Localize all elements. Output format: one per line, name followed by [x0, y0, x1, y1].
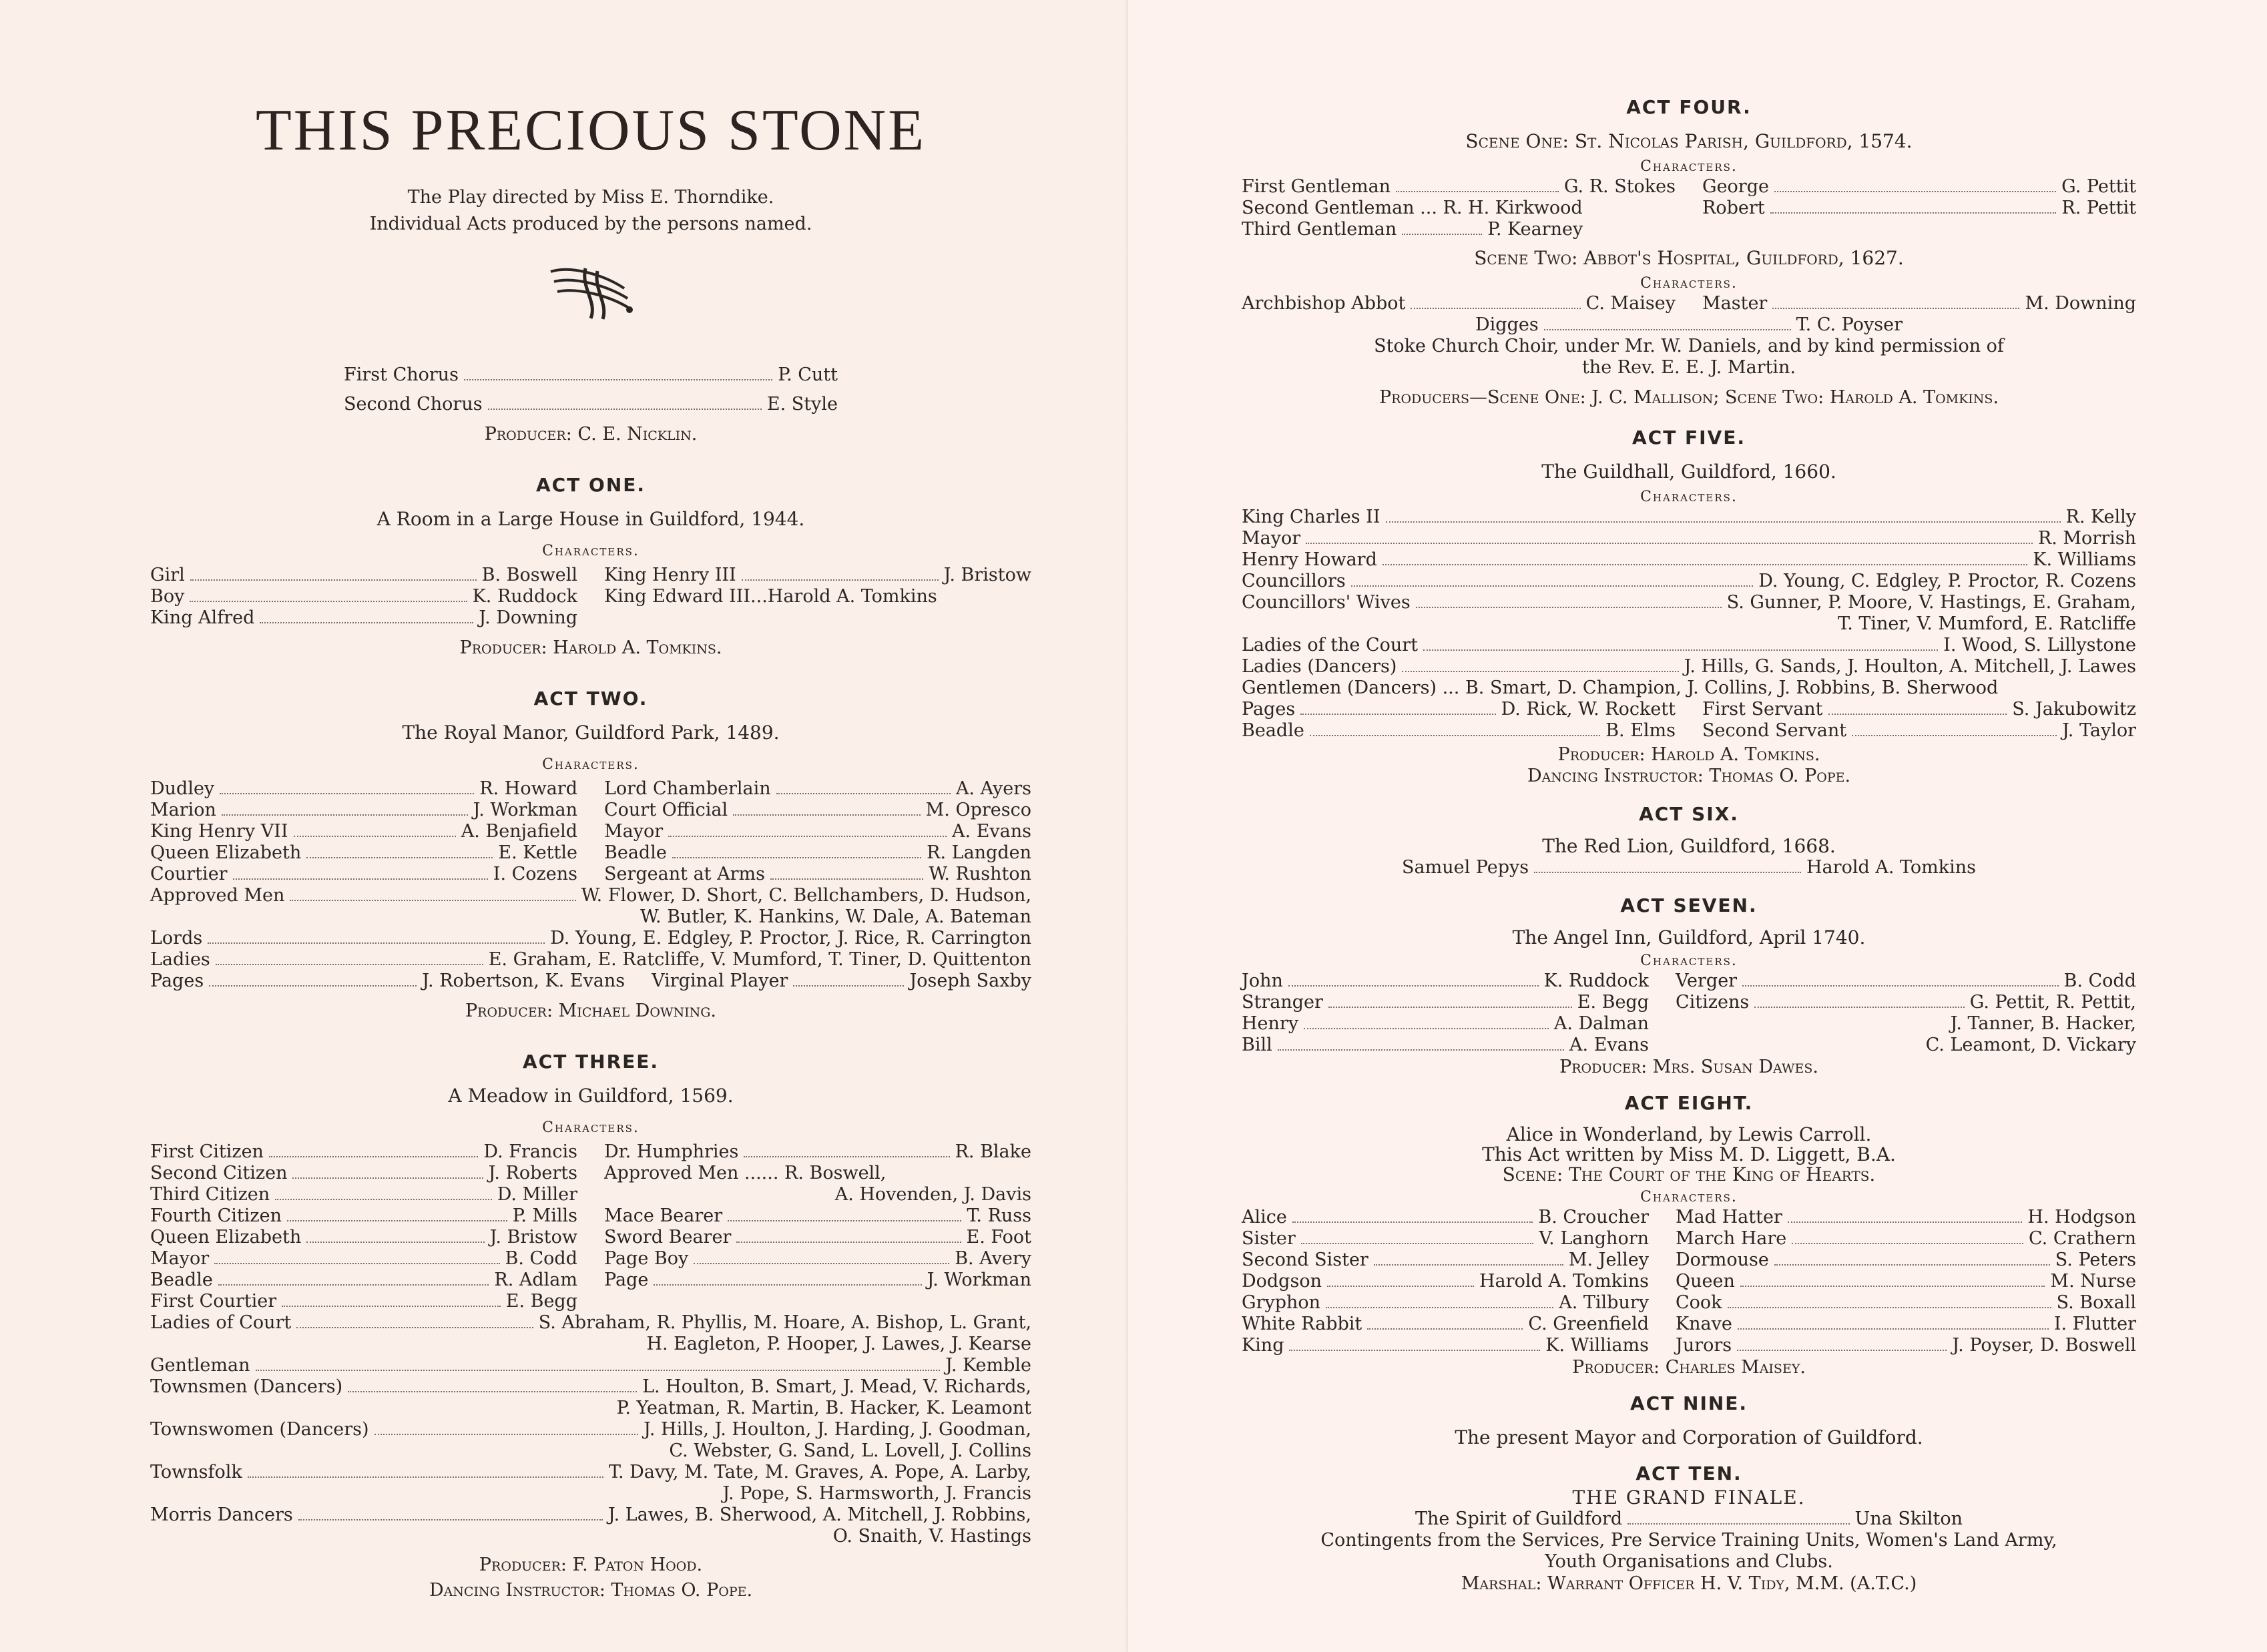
act-four-choir-line-1: Stoke Church Choir, under Mr. W. Daniels, and by kind permission of	[1374, 336, 2004, 356]
list-item: Approved Men W. Flower, D. Short, C. Bellchambers, D. Hudson,	[150, 885, 1031, 906]
list-item: Pages J. Robertson, K. Evans	[150, 971, 625, 991]
page-title: THIS PRECIOUS STONE	[256, 98, 926, 163]
list-item: Mayor A. Evans	[604, 821, 1031, 842]
list-item: Verger B. Codd	[1676, 971, 2136, 991]
act-three-cast	[150, 1141, 1031, 1312]
list-item: Sister V. Langhorn	[1242, 1228, 1649, 1249]
list-item: Approved Men ...... R. Boswell,	[604, 1163, 887, 1183]
act-two-pages-row	[150, 971, 1031, 992]
act-three-producer: Producer: F. Paton Hood.	[479, 1555, 703, 1575]
list-item: Citizens G. Pettit, R. Pettit,	[1676, 992, 2136, 1013]
list-item: Virginal Player Joseph Saxby	[652, 971, 1031, 991]
list-item: Townsfolk T. Davy, M. Tate, M. Graves, A. Pope, A. Larby,	[150, 1462, 1031, 1482]
act-eight-cast	[1242, 1207, 2136, 1356]
list-item: Queen Elizabeth J. Bristow	[150, 1227, 577, 1248]
list-item-continuation: P. Yeatman, R. Martin, B. Hacker, K. Leamont	[616, 1398, 1031, 1418]
act-one-heading: ACT ONE.	[535, 474, 646, 496]
list-item: Sword Bearer E. Foot	[604, 1227, 1031, 1248]
right-column	[1242, 87, 2136, 1595]
list-item: Mayor B. Codd	[150, 1248, 577, 1269]
list-item: Knave I. Flutter	[1676, 1314, 2136, 1334]
list-item: John K. Ruddock	[1242, 971, 1649, 991]
act-ten-subtitle: THE GRAND FINALE.	[1572, 1486, 1806, 1508]
act-ten-marshal: Marshal: Warrant Officer H. V. Tidy, M.M. (A.T.C.)	[1461, 1573, 1917, 1594]
list-item: Bill A. Evans	[1242, 1035, 1649, 1055]
act-five-heading: ACT FIVE.	[1631, 427, 1746, 449]
list-item: Boy K. Ruddock	[150, 586, 577, 607]
act-nine-setting: The present Mayor and Corporation of Guildford.	[1455, 1426, 1923, 1448]
act-eight-line-1: Alice in Wonderland, by Lewis Carroll.	[1506, 1123, 1872, 1145]
list-item: First Gentleman G. R. Stokes	[1242, 176, 1676, 197]
list-item: Mad Hatter H. Hodgson	[1676, 1207, 2136, 1227]
characters-label: Characters.	[1640, 158, 1738, 175]
list-item: Dormouse S. Peters	[1676, 1250, 2136, 1270]
list-item: March Hare C. Crathern	[1676, 1228, 2136, 1249]
act-five-setting: The Guildhall, Guildford, 1660.	[1541, 461, 1836, 483]
list-item: King Henry VII A. Benjafield	[150, 821, 577, 842]
act-four-choir-line-2: the Rev. E. E. J. Martin.	[1581, 357, 1796, 378]
list-item: Second Gentleman ... R. H. Kirkwood	[1242, 198, 1583, 218]
list-item: Second Servant J. Taylor	[1702, 720, 2136, 741]
list-item: Marion J. Workman	[150, 800, 577, 820]
list-item: Councillors D. Young, C. Edgley, P. Proctor, R. Cozens	[1242, 571, 2136, 591]
list-item-continuation: W. Butler, K. Hankins, W. Dale, A. Bateman	[640, 906, 1031, 927]
list-item: Beadle B. Elms	[1242, 720, 1676, 741]
list-item: Mayor R. Morrish	[1242, 528, 2136, 549]
act-five-cast-bottom	[1242, 699, 2136, 742]
list-item: The Spirit of Guildford Una Skilton	[1415, 1508, 1963, 1529]
list-item: Ladies of the Court I. Wood, S. Lillystone	[1242, 635, 2136, 655]
list-item: Dodgson Harold A. Tomkins	[1242, 1271, 1649, 1292]
act-ten-contingents-line-2: Youth Organisations and Clubs.	[1545, 1551, 1833, 1572]
act-five-producer: Producer: Harold A. Tomkins.	[1557, 744, 1820, 765]
act-four-producers: Producers—Scene One: J. C. Mallison; Scene Two: Harold A. Tomkins.	[1378, 387, 1999, 408]
list-item: Third Citizen D. Miller	[150, 1184, 577, 1205]
list-item: Queen M. Nurse	[1676, 1271, 2136, 1292]
list-item: King Henry III J. Bristow	[604, 565, 1031, 585]
list-item: Robert R. Pettit	[1702, 198, 2136, 218]
list-item: Page Boy B. Avery	[604, 1248, 1031, 1269]
act-seven-cast	[1242, 971, 2136, 1056]
list-item: Master M. Downing	[1702, 293, 2136, 314]
list-item: King Charles II R. Kelly	[1242, 507, 2136, 527]
list-item: Second Citizen J. Roberts	[150, 1163, 577, 1183]
list-item-continuation: J. Tanner, B. Hacker,	[1950, 1013, 2136, 1034]
list-item: Townsmen (Dancers) L. Houlton, B. Smart, J. Mead, V. Richards,	[150, 1376, 1031, 1397]
act-four-scene-two-cast	[1242, 293, 2136, 314]
list-item: Ladies (Dancers) J. Hills, G. Sands, J. Houlton, A. Mitchell, J. Lawes	[1242, 656, 2136, 677]
left-page	[0, 0, 1128, 1652]
chorus-producer: Producer: C. E. Nicklin.	[484, 424, 698, 445]
act-five-dancing-instructor: Dancing Instructor: Thomas O. Pope.	[1527, 766, 1851, 786]
list-item-continuation: C. Webster, G. Sand, L. Lovell, J. Collins	[669, 1440, 1031, 1461]
act-four-scene-two: Scene Two: Abbot's Hospital, Guildford, 1627.	[1474, 247, 1904, 269]
act-six-setting: The Red Lion, Guildford, 1668.	[1542, 835, 1836, 857]
act-one-setting: A Room in a Large House in Guildford, 1944.	[376, 508, 805, 530]
list-item: Stranger E. Begg	[1242, 992, 1649, 1013]
list-item: Henry Howard K. Williams	[1242, 549, 2136, 570]
list-item: Digges T. C. Poyser	[1475, 314, 1903, 335]
intro-line-1: The Play directed by Miss E. Thorndike.	[407, 187, 774, 208]
list-item: Henry A. Dalman	[1242, 1013, 1649, 1034]
list-item: Ladies E. Graham, E. Ratcliffe, V. Mumford, T. Tiner, D. Quittenton	[150, 949, 1031, 970]
list-item: Page J. Workman	[604, 1270, 1031, 1290]
list-item: Archbishop Abbot C. Maisey	[1242, 293, 1676, 314]
act-ten-heading: ACT TEN.	[1635, 1462, 1742, 1484]
list-item: Jurors J. Poyser, D. Boswell	[1676, 1335, 2136, 1356]
characters-label: Characters.	[542, 1119, 640, 1136]
list-item-continuation: C. Leamont, D. Vickary	[1925, 1035, 2136, 1055]
act-three-dancing-instructor: Dancing Instructor: Thomas O. Pope.	[429, 1580, 753, 1601]
list-item: Dudley R. Howard	[150, 778, 577, 799]
act-six-heading: ACT SIX.	[1639, 803, 1739, 825]
list-item: Morris Dancers J. Lawes, B. Sherwood, A. Mitchell, J. Robbins,	[150, 1504, 1031, 1525]
characters-label: Characters.	[542, 756, 640, 773]
list-item: King Alfred J. Downing	[150, 607, 577, 628]
act-seven-heading: ACT SEVEN.	[1620, 894, 1758, 916]
act-ten-contingents-line-1: Contingents from the Services, Pre Service Training Units, Women's Land Army,	[1320, 1530, 2057, 1551]
list-item: Gryphon A. Tilbury	[1242, 1292, 1649, 1313]
list-item: White Rabbit C. Greenfield	[1242, 1314, 1649, 1334]
act-four-scene-one: Scene One: St. Nicolas Parish, Guildford, 1574.	[1465, 130, 1913, 152]
ornament-flourish-icon	[150, 262, 1031, 324]
characters-label: Characters.	[1640, 275, 1738, 292]
list-item: Third Gentleman P. Kearney	[1242, 219, 1583, 240]
act-eight-producer: Producer: Charles Maisey.	[1572, 1357, 1806, 1378]
characters-label: Characters.	[542, 543, 640, 559]
act-two-heading: ACT TWO.	[533, 687, 648, 710]
act-eight-scene: Scene: The Court of the King of Hearts.	[1502, 1163, 1876, 1185]
characters-label: Characters.	[1640, 1189, 1738, 1205]
list-item: Ladies of Court S. Abraham, R. Phyllis, M. Hoare, A. Bishop, L. Grant,	[150, 1312, 1031, 1333]
list-item: Beadle R. Langden	[604, 842, 1031, 863]
list-item: Second Sister M. Jelley	[1242, 1250, 1649, 1270]
list-item: Beadle R. Adlam	[150, 1270, 577, 1290]
list-item-continuation: J. Pope, S. Harmsworth, J. Francis	[722, 1483, 1031, 1504]
list-item: Girl B. Boswell	[150, 565, 577, 585]
right-page	[1128, 0, 2267, 1652]
list-item: King Edward III... Harold A. Tomkins	[604, 586, 937, 607]
act-two-cast	[150, 778, 1031, 885]
act-three-setting: A Meadow in Guildford, 1569.	[448, 1085, 734, 1107]
list-item: Cook S. Boxall	[1676, 1292, 2136, 1313]
act-seven-setting: The Angel Inn, Guildford, April 1740.	[1512, 926, 1866, 948]
act-one-cast	[150, 565, 1031, 629]
left-column	[150, 0, 1031, 1603]
act-nine-heading: ACT NINE.	[1629, 1392, 1748, 1414]
list-item-continuation: O. Snaith, V. Hastings	[832, 1526, 1031, 1547]
list-item: Courtier I. Cozens	[150, 864, 577, 884]
list-item: First Courtier E. Begg	[150, 1291, 577, 1312]
list-item: Fourth Citizen P. Mills	[150, 1205, 577, 1226]
act-eight-line-2: This Act written by Miss M. D. Liggett, B.A.	[1482, 1143, 1896, 1165]
list-item: Townswomen (Dancers) J. Hills, J. Houlton, J. Harding, J. Goodman,	[150, 1419, 1031, 1440]
list-item: Queen Elizabeth E. Kettle	[150, 842, 577, 863]
characters-label: Characters.	[1640, 952, 1738, 969]
list-item: George G. Pettit	[1702, 176, 2136, 197]
list-item: First Servant S. Jakubowitz	[1702, 699, 2136, 720]
list-item: Councillors' Wives S. Gunner, P. Moore, V. Hastings, E. Graham,	[1242, 592, 2136, 613]
intro-line-2: Individual Acts produced by the persons named.	[369, 214, 812, 234]
act-four-cast	[1242, 176, 2136, 240]
list-item-continuation: A. Hovenden, J. Davis	[834, 1184, 1031, 1205]
list-item: Pages D. Rick, W. Rockett	[1242, 699, 1676, 720]
list-item: Gentleman J. Kemble	[150, 1355, 1031, 1376]
act-one-producer: Producer: Harold A. Tomkins.	[459, 637, 722, 658]
list-item: Sergeant at Arms W. Rushton	[604, 864, 1031, 884]
list-item: First Citizen D. Francis	[150, 1141, 577, 1162]
characters-label: Characters.	[1640, 489, 1738, 505]
list-item: Second Chorus E. Style	[344, 394, 838, 415]
list-item: Court Official M. Opresco	[604, 800, 1031, 820]
act-two-producer: Producer: Michael Downing.	[465, 1001, 716, 1021]
act-three-heading: ACT THREE.	[522, 1051, 660, 1073]
act-eight-heading: ACT EIGHT.	[1624, 1092, 1754, 1114]
list-item-continuation: H. Eagleton, P. Hooper, J. Lawes, J. Kearse	[646, 1334, 1031, 1354]
list-item: Mace Bearer T. Russ	[604, 1205, 1031, 1226]
act-four-heading: ACT FOUR.	[1626, 96, 1752, 118]
list-item: First Chorus P. Cutt	[344, 364, 838, 385]
list-item: Dr. Humphries R. Blake	[604, 1141, 1031, 1162]
act-seven-producer: Producer: Mrs. Susan Dawes.	[1559, 1057, 1818, 1077]
list-item: Samuel Pepys Harold A. Tomkins	[1402, 857, 1976, 878]
list-item: Alice B. Croucher	[1242, 1207, 1649, 1227]
list-item: Lord Chamberlain A. Ayers	[604, 778, 1031, 799]
list-item: Lords D. Young, E. Edgley, P. Proctor, J. Rice, R. Carrington	[150, 928, 1031, 948]
list-item: Gentlemen (Dancers) ... B. Smart, D. Champion, J. Collins, J. Robbins, B. Sherwood	[1242, 677, 1999, 698]
list-item: King K. Williams	[1242, 1335, 1649, 1356]
act-two-setting: The Royal Manor, Guildford Park, 1489.	[402, 722, 780, 744]
list-item-continuation: T. Tiner, V. Mumford, E. Ratcliffe	[1838, 613, 2136, 634]
